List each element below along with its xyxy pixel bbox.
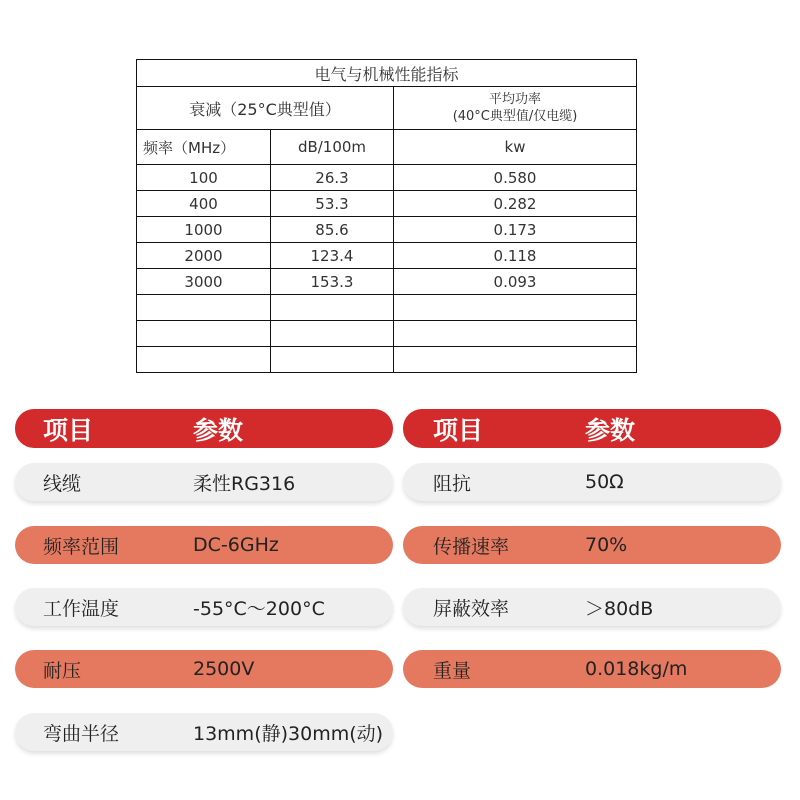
param-key: 频率范围 bbox=[43, 535, 120, 558]
param-key: 弯曲半径 bbox=[43, 722, 120, 745]
param-row-weight bbox=[403, 650, 781, 688]
kw-cell: 0.173 bbox=[394, 217, 637, 243]
param-row-shielding-efficiency bbox=[403, 588, 781, 626]
freq-cell: 2000 bbox=[137, 243, 271, 269]
param-row-propagation-velocity bbox=[403, 526, 781, 564]
param-row-withstand-voltage bbox=[15, 650, 393, 688]
table-row bbox=[137, 269, 637, 295]
db-cell bbox=[271, 347, 394, 373]
db-cell: 85.6 bbox=[271, 217, 394, 243]
params-header-right bbox=[403, 409, 781, 448]
freq-cell bbox=[137, 321, 271, 347]
power-header bbox=[394, 87, 637, 130]
param-key: 阻抗 bbox=[433, 472, 472, 495]
param-key: 线缆 bbox=[43, 472, 82, 495]
param-value: 2500V bbox=[193, 658, 255, 680]
param-value: 13mm(静)30mm(动) bbox=[193, 722, 384, 745]
db-cell bbox=[271, 321, 394, 347]
param-key: 重量 bbox=[433, 659, 472, 682]
header-param-label: 参数 bbox=[193, 415, 244, 445]
kw-cell: 0.580 bbox=[394, 165, 637, 191]
param-row-cable bbox=[15, 463, 393, 501]
attenuation-header: 衰减（25°C典型值） bbox=[137, 87, 394, 130]
freq-column-header: 频率（MHz） bbox=[137, 130, 271, 165]
spec-table bbox=[136, 59, 637, 373]
kw-cell bbox=[394, 321, 637, 347]
param-key: 屏蔽效率 bbox=[433, 597, 510, 620]
param-row-frequency-range bbox=[15, 526, 393, 564]
kw-cell: 0.093 bbox=[394, 269, 637, 295]
db-cell: 153.3 bbox=[271, 269, 394, 295]
freq-cell bbox=[137, 295, 271, 321]
freq-cell: 3000 bbox=[137, 269, 271, 295]
param-value: 柔性RG316 bbox=[193, 472, 296, 495]
param-value: 70% bbox=[585, 534, 628, 556]
freq-cell: 400 bbox=[137, 191, 271, 217]
power-header-line1: 平均功率 bbox=[489, 92, 542, 107]
db-cell: 123.4 bbox=[271, 243, 394, 269]
header-item-label: 项目 bbox=[433, 415, 484, 445]
table-row-empty bbox=[137, 347, 637, 373]
param-key: 工作温度 bbox=[43, 597, 120, 620]
param-value: ＞80dB bbox=[585, 597, 654, 620]
param-value: -55°C～200°C bbox=[193, 597, 325, 620]
freq-cell bbox=[137, 347, 271, 373]
freq-cell: 1000 bbox=[137, 217, 271, 243]
power-header-line2: (40°C典型值/仅电缆) bbox=[452, 109, 578, 124]
db-cell bbox=[271, 295, 394, 321]
params-header-left bbox=[15, 409, 393, 448]
kw-cell: 0.118 bbox=[394, 243, 637, 269]
table-row-empty bbox=[137, 295, 637, 321]
param-row-operating-temperature bbox=[15, 588, 393, 626]
param-row-bend-radius bbox=[15, 713, 393, 751]
header-param-label: 参数 bbox=[585, 415, 636, 445]
kw-cell bbox=[394, 295, 637, 321]
db-cell: 26.3 bbox=[271, 165, 394, 191]
db-column-header: dB/100m bbox=[271, 130, 394, 165]
param-row-impedance bbox=[403, 463, 781, 501]
freq-cell: 100 bbox=[137, 165, 271, 191]
table-row bbox=[137, 191, 637, 217]
table-row bbox=[137, 217, 637, 243]
kw-cell: 0.282 bbox=[394, 191, 637, 217]
header-item-label: 项目 bbox=[43, 415, 94, 445]
table-row-empty bbox=[137, 321, 637, 347]
table-row bbox=[137, 165, 637, 191]
param-value: DC-6GHz bbox=[193, 534, 279, 556]
param-value: 50Ω bbox=[585, 471, 624, 493]
kw-cell bbox=[394, 347, 637, 373]
param-key: 耐压 bbox=[43, 659, 82, 682]
param-value: 0.018kg/m bbox=[585, 658, 688, 680]
kw-column-header: kw bbox=[394, 130, 637, 165]
db-cell: 53.3 bbox=[271, 191, 394, 217]
param-key: 传播速率 bbox=[433, 535, 510, 558]
table-title: 电气与机械性能指标 bbox=[137, 60, 637, 87]
table-row bbox=[137, 243, 637, 269]
